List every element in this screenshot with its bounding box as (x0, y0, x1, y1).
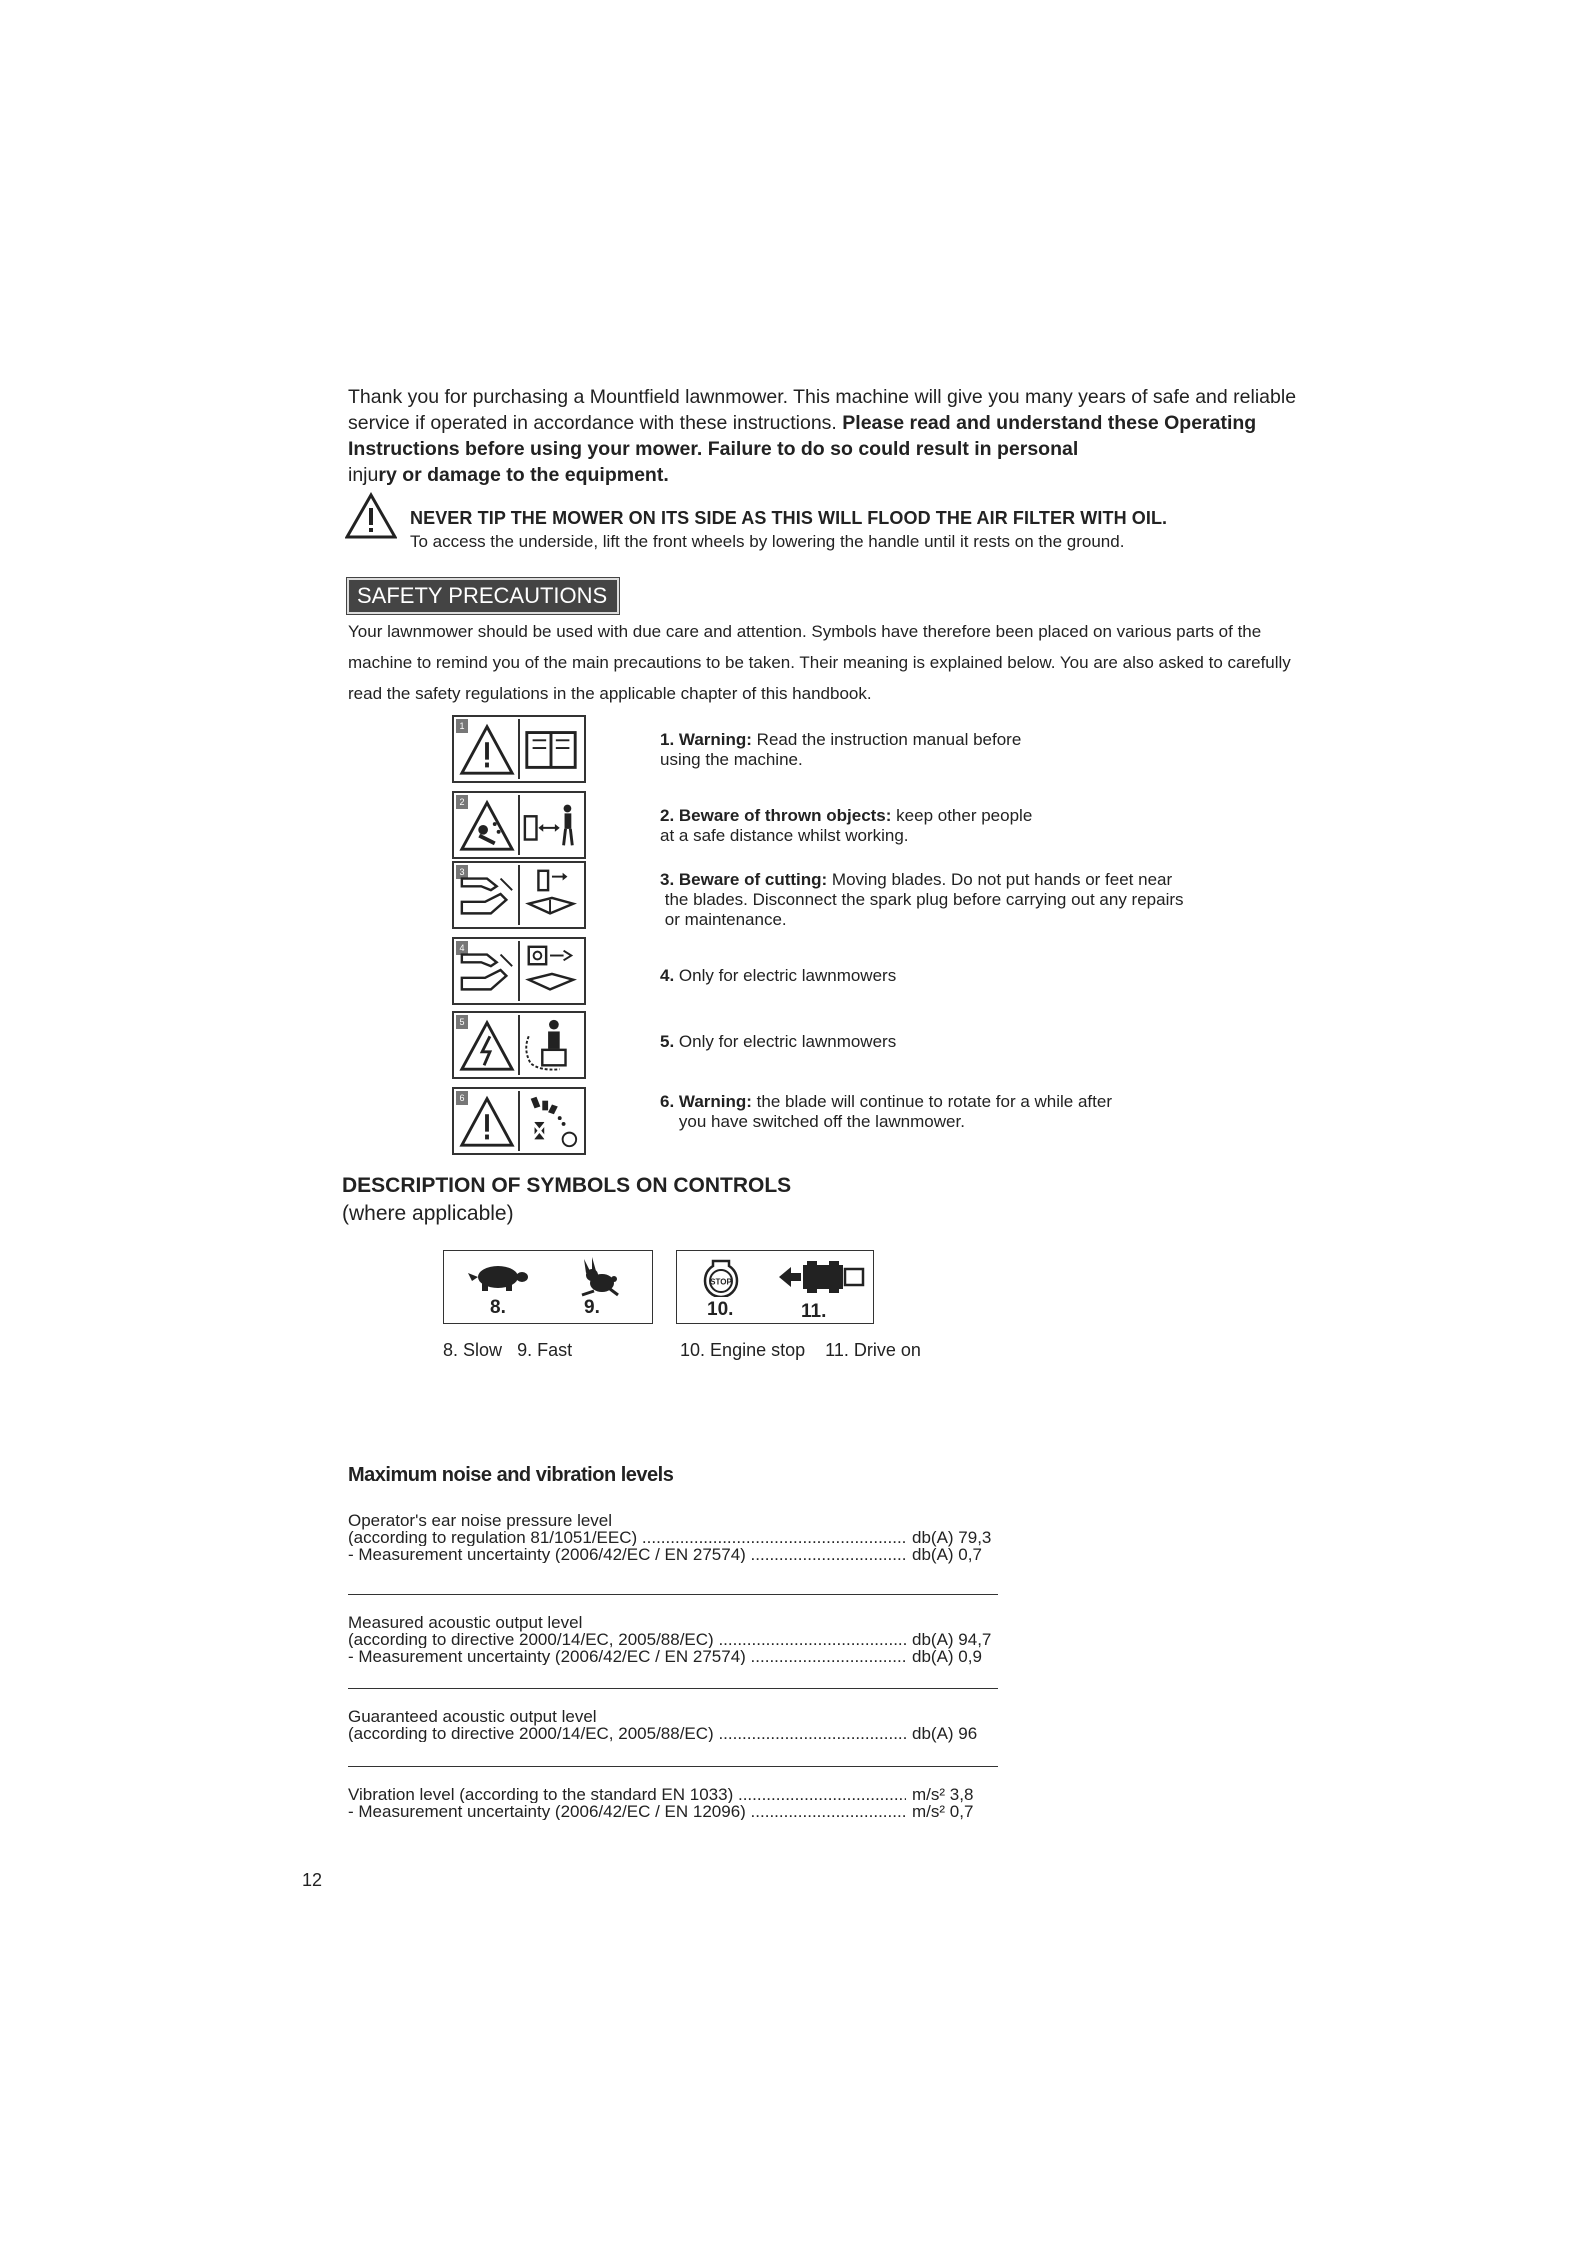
symbol-3-label: 3. Beware of cutting: (660, 870, 828, 889)
divider (348, 1688, 998, 1689)
engine-stop-icon (701, 1257, 741, 1297)
warning-title: NEVER TIP THE MOWER ON ITS SIDE AS THIS WILL FLOOD THE AIR FILTER WITH OIL. (410, 508, 1168, 528)
electric-cable-operator-icon (520, 1015, 582, 1075)
rabbit-icon (568, 1253, 624, 1297)
row-label: (according to regulation 81/1051/EEC) ..... (348, 1529, 906, 1546)
warning-text: To access the underside, lift the front wheels by lowering the handle until it rests on the ground. (410, 532, 1125, 551)
row-value: db(A) 94,7 (912, 1630, 992, 1649)
safety-intro: Your lawnmower should be used with due care and attention. Symbols have therefore been placed on various parts of the machine to remind you of the main precautions to be taken. Their meaning is explained below. You are also asked to carefully read the safety regulations in the applicable chapter of this handbook. (348, 622, 1291, 703)
noise-row (348, 1648, 998, 1665)
symbol-number: 1 (456, 719, 468, 733)
symbol-5-description (660, 1032, 1220, 1052)
symbol-1-description (660, 730, 1220, 770)
noise-row (348, 1631, 998, 1648)
symbol-3-text3: or maintenance. (664, 910, 787, 929)
symbol-5-text: Only for electric lawnmowers (678, 1032, 897, 1051)
safety-symbol-4 (452, 937, 586, 1005)
symbol-6-description (660, 1092, 1220, 1132)
page-number: 12 (302, 1870, 323, 1890)
caption-11-text: Drive on (853, 1340, 921, 1360)
symbol-1-text2: using the machine. (660, 750, 803, 769)
noise-row (348, 1546, 998, 1563)
hand-foot-blade-icon (456, 941, 520, 1001)
noise-vibration-title: Maximum noise and vibration levels (348, 1464, 674, 1486)
symbol-number: 3 (456, 865, 468, 879)
safety-symbol-5 (452, 1011, 586, 1079)
symbol-6-label: 6. Warning: (660, 1092, 752, 1111)
symbol-5-label: 5. (660, 1032, 675, 1051)
safety-symbol-3 (452, 861, 586, 929)
symbol-number: 2 (456, 795, 468, 809)
row-value: m/s² 0,7 (912, 1802, 974, 1821)
symbol-4-description (660, 966, 1220, 986)
controls-title: DESCRIPTION OF SYMBOLS ON CONTROLS (342, 1174, 792, 1197)
symbol-6-text2: you have switched off the lawnmower. (678, 1112, 965, 1131)
noise-group-heading: Guaranteed acoustic output level (348, 1707, 597, 1726)
symbol-2-label: 2. Beware of thrown objects: (660, 806, 892, 825)
symbol-number: 5 (456, 1015, 468, 1029)
divider (348, 1594, 998, 1595)
caption-8-number: 8. (443, 1340, 459, 1360)
noise-group-2 (348, 1614, 998, 1665)
spark-plug-manual-icon (520, 865, 582, 925)
intro-light: inju (348, 464, 379, 486)
turtle-icon (462, 1255, 532, 1295)
control-10-number: 10. (707, 1299, 734, 1320)
noise-row (348, 1725, 998, 1742)
row-label: (according to directive 2000/14/EC, 2005/88/EC) ..... (348, 1725, 906, 1742)
control-9-number: 9. (584, 1297, 600, 1318)
caption-9-number: 9. (517, 1340, 533, 1360)
intro-bold-end: ry or damage to the equipment. (378, 464, 669, 486)
noise-row (348, 1803, 998, 1820)
symbol-1-label: 1. Warning: (660, 730, 752, 749)
row-value: db(A) 96 (912, 1724, 978, 1743)
row-label: - Measurement uncertainty (2006/42/EC / EN 27574) ..... (348, 1648, 906, 1665)
symbol-number: 6 (456, 1091, 468, 1105)
rotating-blade-icon (520, 1091, 582, 1151)
symbol-4-text: Only for electric lawnmowers (678, 966, 897, 985)
hand-foot-blade-icon (456, 865, 520, 925)
thrown-objects-warning-icon (456, 795, 520, 855)
caption-8-text: Slow (463, 1340, 503, 1360)
row-value: m/s² 3,8 (912, 1785, 974, 1804)
row-label: - Measurement uncertainty (2006/42/EC / EN 12096) ..... (348, 1803, 906, 1820)
noise-group-1 (348, 1512, 998, 1563)
symbol-3-text2: the blades. Disconnect the spark plug before carrying out any repairs (664, 890, 1184, 909)
symbol-2-description (660, 806, 1220, 846)
symbol-3-text: Moving blades. Do not put hands or feet near (831, 870, 1173, 889)
noise-group-3 (348, 1708, 998, 1742)
noise-group-heading: Measured acoustic output level (348, 1613, 583, 1632)
symbol-number: 4 (456, 941, 468, 955)
symbol-4-label: 4. (660, 966, 675, 985)
drive-on-icon (777, 1259, 867, 1295)
noise-group-heading: Operator's ear noise pressure level (348, 1511, 613, 1530)
electric-warning-icon (456, 1015, 520, 1075)
safety-symbol-2 (452, 791, 586, 859)
safety-precautions-heading: SAFETY PRECAUTIONS (347, 578, 619, 614)
symbol-3-description (660, 870, 1220, 930)
symbol-2-text2: at a safe distance whilst working. (660, 826, 909, 845)
row-label: Vibration level (according to the standard EN 1033) ..... (348, 1786, 906, 1803)
noise-row (348, 1529, 998, 1546)
drive-symbols-box (676, 1250, 874, 1324)
safety-symbol-6 (452, 1087, 586, 1155)
control-11-number: 11. (801, 1301, 827, 1322)
speed-symbols-box (443, 1250, 653, 1324)
safety-symbol-1 (452, 715, 586, 783)
stop-text: STOP (710, 1277, 732, 1287)
symbol-6-text: the blade will continue to rotate for a while after (756, 1092, 1112, 1111)
intro-paragraph (348, 384, 1308, 488)
controls-subtitle: (where applicable) (342, 1202, 514, 1225)
vibration-group (348, 1786, 998, 1820)
row-label: - Measurement uncertainty (2006/42/EC / EN 27574) ..... (348, 1546, 906, 1563)
noise-row (348, 1786, 998, 1803)
warning-triangle-icon (456, 719, 520, 779)
control-caption-10-11 (680, 1340, 921, 1361)
symbol-2-text: keep other people (896, 806, 1033, 825)
row-value: db(A) 0,9 (912, 1647, 982, 1666)
warning-triangle-icon (456, 1091, 520, 1151)
symbol-1-text: Read the instruction manual before (756, 730, 1022, 749)
intro-normal: Thank you for purchasing a Mountfield lawnmower. This machine will give you many years of safe and reliable service if operated in accordance with these instructions. (348, 386, 1297, 434)
intro-bold: Please read and understand these Operating Instructions before using your mower. Failure to do so could result in personal (348, 412, 1257, 460)
warning-triangle-icon (345, 492, 397, 540)
caption-11-number: 11. (825, 1340, 849, 1360)
control-8-number: 8. (490, 1297, 506, 1318)
caption-9-text: Fast (537, 1340, 573, 1360)
control-caption-8-9 (443, 1340, 572, 1361)
safe-distance-icon (520, 795, 582, 855)
caption-10-text: Engine stop (710, 1340, 806, 1360)
row-label: (according to directive 2000/14/EC, 2005/88/EC) ..... (348, 1631, 906, 1648)
caption-10-number: 10. (680, 1340, 706, 1360)
divider (348, 1766, 998, 1767)
manual-book-icon (520, 719, 582, 779)
row-value: db(A) 79,3 (912, 1528, 992, 1547)
plug-disconnect-manual-icon (520, 941, 582, 1001)
row-value: db(A) 0,7 (912, 1545, 982, 1564)
